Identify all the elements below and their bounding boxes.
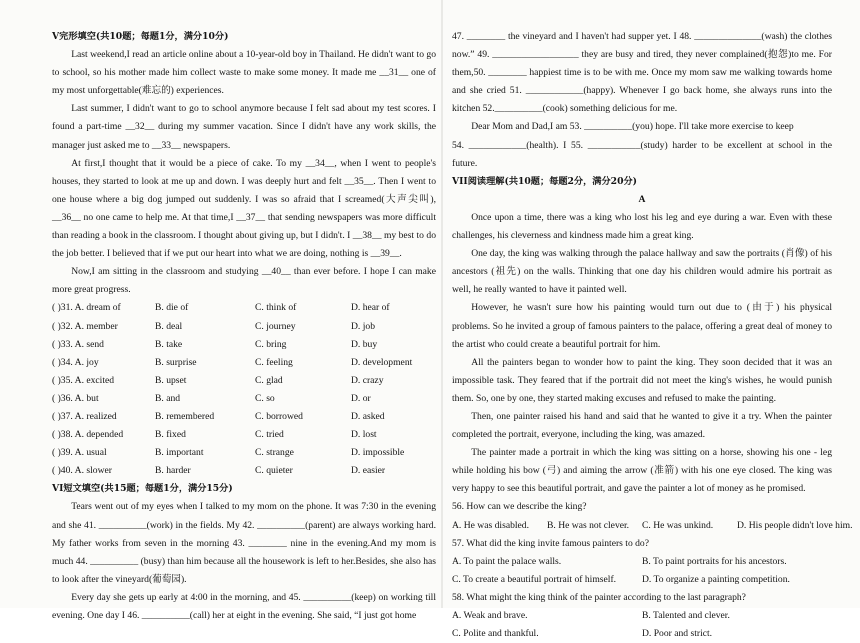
option-row-38 <box>52 426 436 444</box>
question-58: 58. What might the king think of the painter according to the last paragraph? <box>452 591 746 603</box>
fill-in-paragraph-3: 47. ________ the vineyard and I haven't had supper yet. I 48. ______________(wash) the clothes now.” 49. __________________ they are busy and tired, they never complained(抱怨)to me. For them,50. ________ happiest time is to be with me. Once my mom saw me walking towards home and she cried 51. ____________(happy). Whenever I go back home, she always runs into the kitchen 52.__________(cook) something delicious for me. <box>452 31 832 115</box>
fill-in-paragraph-2: Every day she gets up early at 4:00 in the morning, and 45. __________(keep) on working till evening. One day I 46. __________(call) her at eight in the evening. She said, “I just got home <box>52 591 436 621</box>
cloze-paragraph-2: Last summer, I didn't want to go to school anymore because I felt sad about my test scores. I found a part-time __32__ during my summer vacation. Since I didn't have any work skills, the manager just asked me to __33__ newspapers. <box>52 103 436 151</box>
cloze-paragraph-4: Now,I am sitting in the classroom and studying __40__ than ever before. I hope I can make more great progress. <box>52 266 436 296</box>
option-row-37 <box>52 408 436 426</box>
section-title-cloze: V完形填空(共10题；每题1分，满分10分) <box>52 31 229 42</box>
option-row-31 <box>52 299 436 317</box>
reading-paragraph-1: Once upon a time, there was a king who lost his leg and eye during a war. Even with these challenges, his cleverness and kindness made him a great king. <box>452 211 832 242</box>
option[interactable]: ( )33. A. send <box>52 338 104 350</box>
left-column <box>52 28 436 625</box>
option[interactable]: B. deal <box>155 320 183 332</box>
option[interactable]: D. Poor and strict. <box>642 628 713 640</box>
option[interactable]: C. journey <box>255 320 296 332</box>
option[interactable]: ( )31. A. dream of <box>52 302 121 314</box>
option[interactable]: C. quieter <box>255 465 293 477</box>
option[interactable]: B. and <box>155 392 181 404</box>
reading-paragraph-5: Then, one painter raised his hand and said that he wanted to give it a try. When the painter completed the portrait, everyone, including the king, was amazed. <box>452 410 832 441</box>
passage-label: A <box>638 193 646 205</box>
option[interactable]: D. hear of <box>351 302 390 314</box>
option[interactable]: C. bring <box>255 338 287 350</box>
page-fold <box>441 0 443 608</box>
option[interactable]: C. glad <box>255 374 283 386</box>
question-56-options <box>452 517 853 535</box>
option[interactable]: B. fixed <box>155 429 186 441</box>
option[interactable]: D. buy <box>351 338 378 350</box>
reading-paragraph-4: All the painters began to wonder how to paint the king. They soon decided that it was an impossible task. They feared that if the portrait did not meet the king's wishes, he would punish them. So, one by one, they started making excuses and refused to make the painting. <box>452 356 832 404</box>
option[interactable]: ( )36. A. but <box>52 392 99 404</box>
option[interactable]: ( )37. A. realized <box>52 410 117 422</box>
cloze-options <box>52 299 436 480</box>
option[interactable]: ( )38. A. depended <box>52 429 124 441</box>
option[interactable]: D. development <box>351 356 413 368</box>
option-row-34 <box>52 354 436 372</box>
option-row-35 <box>52 372 436 390</box>
reading-paragraph-2: One day, the king was walking through the palace hallway and saw the portraits (肖像) of his ancestors (祖先) on the walls. Thinking that one day his children would admire his portrait as well, he really wanted to have it painted well. <box>452 248 832 296</box>
option[interactable]: ( )32. A. member <box>52 320 118 332</box>
option[interactable]: A. To paint the palace walls. <box>452 555 562 567</box>
right-column <box>452 28 853 643</box>
option[interactable]: C. so <box>255 392 275 404</box>
option[interactable]: ( )39. A. usual <box>52 447 107 459</box>
option[interactable]: A. Weak and brave. <box>452 610 528 621</box>
option[interactable]: B. He was not clever. <box>547 519 630 531</box>
option[interactable]: D. His people didn't love him. <box>737 519 853 531</box>
option[interactable]: C. strange <box>255 447 294 459</box>
option[interactable]: C. He was unkind. <box>642 519 714 531</box>
option[interactable]: ( )40. A. slower <box>52 465 112 477</box>
option[interactable]: C. To create a beautiful portrait of himself. <box>452 573 617 585</box>
option[interactable]: D. To organize a painting competition. <box>642 573 790 585</box>
option[interactable]: B. Talented and clever. <box>642 610 730 621</box>
option-row-40 <box>52 462 436 480</box>
option[interactable]: D. impossible <box>351 447 405 459</box>
option[interactable]: C. tried <box>255 429 284 441</box>
option[interactable]: B. harder <box>155 465 191 477</box>
option[interactable]: D. lost <box>351 429 377 441</box>
fill-in-paragraph-1: Tears went out of my eyes when I talked to my mom on the phone. It was 7:30 in the evening and she 41. __________(work) in the fields. My 42. __________(parent) are always working hard. My father works from seven in the morning 43. ________ nine in the evening.And my mom is much 44. __________ (busy) than him because all the housework is left to her.Besides, she also has to look after the vineyard(葡萄园). <box>52 501 436 585</box>
fill-in-paragraph-5: 54. ____________(health). I 55. ___________(study) harder to be excellent at school in the future. <box>452 139 832 169</box>
option[interactable]: D. job <box>351 320 375 332</box>
option[interactable]: B. take <box>155 338 183 350</box>
fill-in-paragraph-4: Dear Mom and Dad,I am 53. __________(you) hope. I'll take more exercise to keep <box>471 121 794 133</box>
question-58-options <box>452 607 832 643</box>
option-row-36 <box>52 390 436 408</box>
option[interactable]: B. important <box>155 447 204 459</box>
option[interactable]: B. remembered <box>155 410 215 422</box>
option[interactable]: A. He was disabled. <box>452 519 529 531</box>
option[interactable]: C. think of <box>255 302 297 314</box>
option[interactable]: B. surprise <box>155 356 197 368</box>
question-56: 56. How can we describe the king? <box>452 501 587 513</box>
question-57-options <box>452 553 832 589</box>
option[interactable]: D. crazy <box>351 374 384 386</box>
option[interactable]: C. borrowed <box>255 410 303 422</box>
option[interactable]: B. To paint portraits for his ancestors. <box>642 555 787 567</box>
option[interactable]: B. die of <box>155 302 189 314</box>
option[interactable]: D. asked <box>351 410 385 422</box>
option[interactable]: C. feeling <box>255 356 293 368</box>
option[interactable]: B. upset <box>155 374 187 386</box>
section-title-fill-in: VI短文填空(共15题；每题1分，满分15分) <box>52 483 233 495</box>
option[interactable]: C. Polite and thankful. <box>452 628 539 640</box>
option[interactable]: D. or <box>351 392 371 404</box>
reading-paragraph-3: However, he wasn't sure how his painting would turn out due to (由于) his physical problems. So he invited a group of famous painters to the palace, offering a great deal of money to the artist who could create a beautiful portrait for him. <box>452 302 832 350</box>
section-title-reading: VII阅读理解(共10题；每题2分，满分20分) <box>452 175 638 187</box>
option[interactable]: ( )34. A. joy <box>52 356 99 368</box>
question-57: 57. What did the king invite famous painters to do? <box>452 537 649 549</box>
option[interactable]: D. easier <box>351 465 386 477</box>
option-row-39 <box>52 444 436 462</box>
option-row-33 <box>52 336 436 354</box>
reading-paragraph-6: The painter made a portrait in which the king was sitting on a horse, showing his one - leg while holding his bow (弓) and aiming the arrow (准箭) with his one eye closed. The king was very happy to see this beautiful portrait, and gave the painter a lot of money as he promised. <box>452 447 832 495</box>
option-row-32 <box>52 318 436 336</box>
cloze-paragraph-3: At first,I thought that it would be a piece of cake. To my __34__, when I went to people's houses, they started to look at me up and down. I was deeply hurt and felt __35__. Then I went to one house where a big dog jumped out suddenly. I was so afraid that I screamed(大声尖叫), __36__ no one came to help me. At that time,I __37__ that sending newspapers was more difficult than reading a book in the classroom. I thought about giving up, but I didn't. I __38__ my best to do the job better. I believed that if we put our heart into what we are doing, nothing is __39__. <box>52 157 436 260</box>
cloze-paragraph-1: Last weekend,I read an article online about a 10-year-old boy in Thailand. He didn't want to go to school, so his mother made him collect waste to make some money. It made me __31__ one of my most unforgettable(难忘的) experiences. <box>52 49 436 97</box>
option[interactable]: ( )35. A. excited <box>52 374 115 386</box>
